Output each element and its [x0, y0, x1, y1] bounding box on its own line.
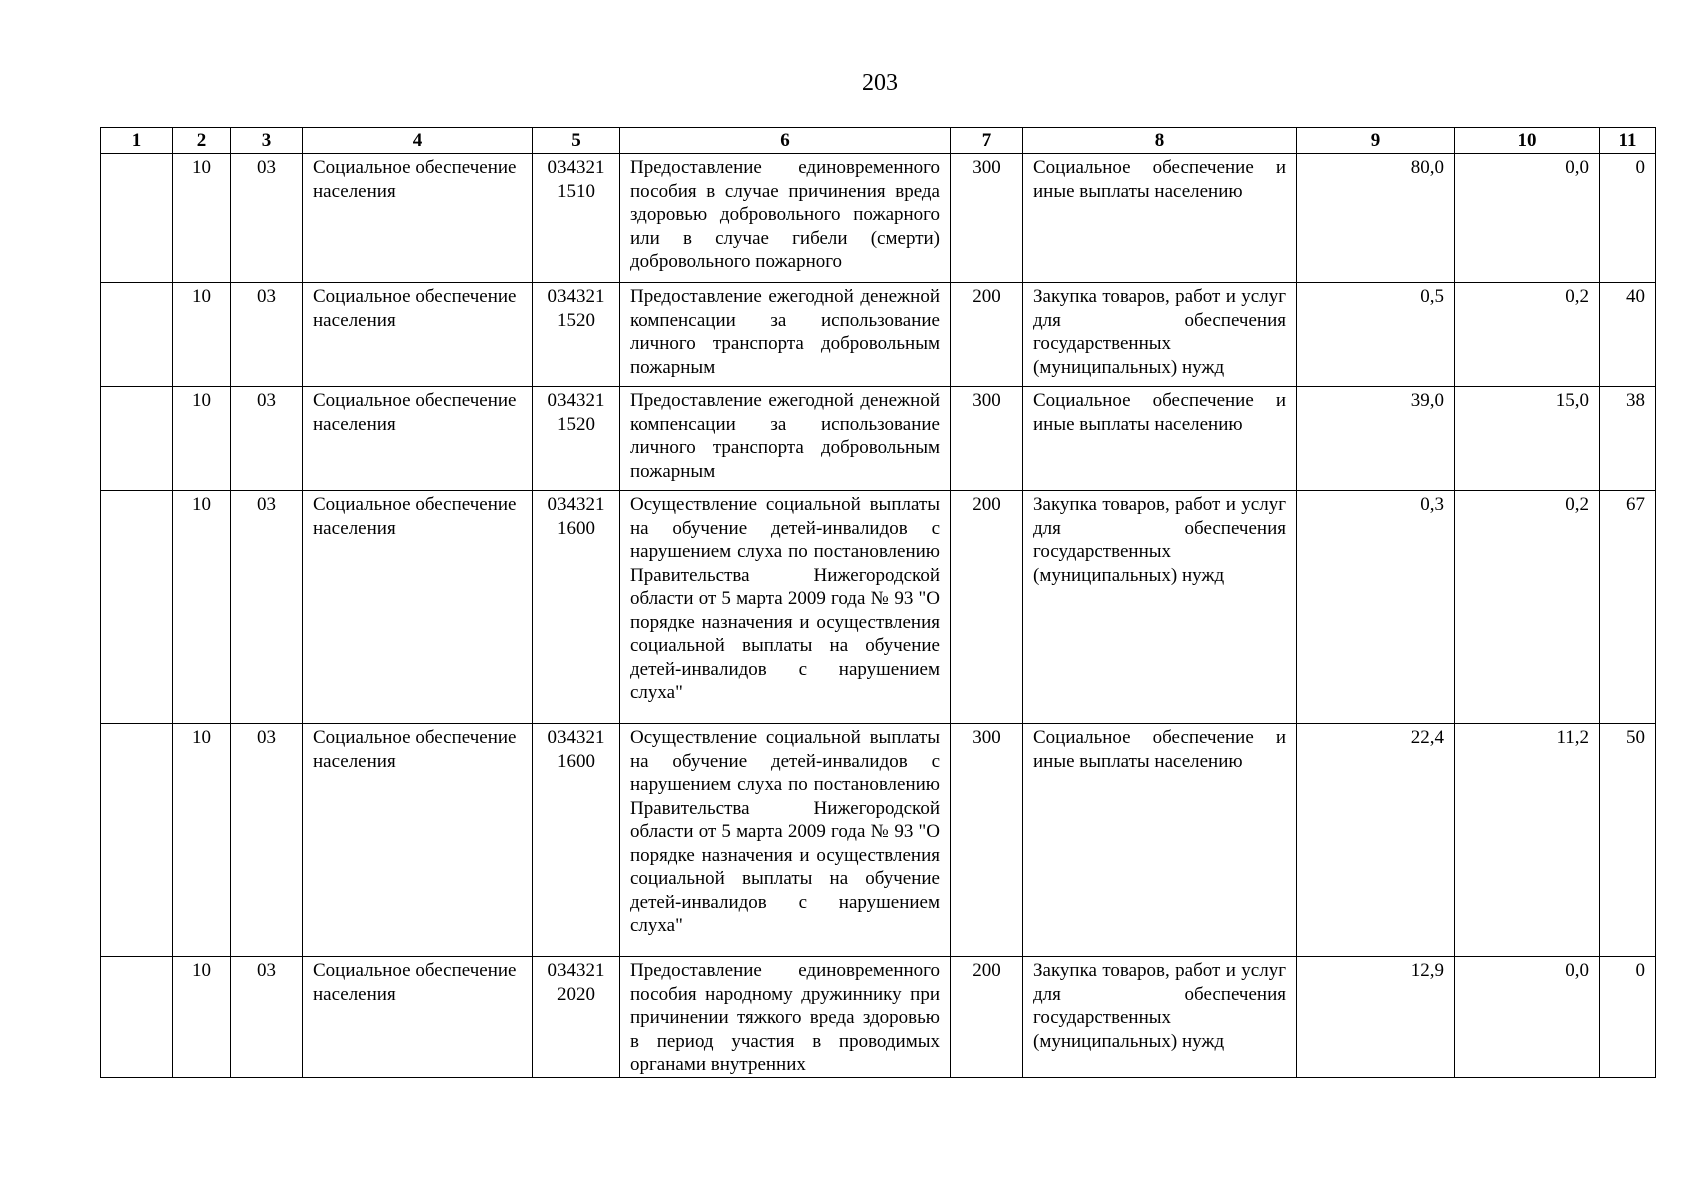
- cell-1: [101, 283, 173, 387]
- cell-percent: 0: [1600, 154, 1656, 283]
- table-row: [101, 957, 1656, 1078]
- cell-section-name: Социальное обеспечение населения: [303, 957, 533, 1078]
- cell-1: [101, 491, 173, 724]
- cell-plan: 39,0: [1297, 387, 1455, 491]
- cell-actual: 0,2: [1455, 283, 1600, 387]
- budget-table: [100, 127, 1656, 1078]
- cell-percent: 38: [1600, 387, 1656, 491]
- cell-1: [101, 957, 173, 1078]
- cell-description: Осуществление социальной выплаты на обучение детей-инвалидов с нарушением слуха по постановлению Правительства Нижегородской области от 5 марта 2009 года № 93 "О порядке назначения и осуществления социальной выплаты на обучение детей-инвалидов с нарушением слуха": [620, 724, 951, 957]
- cell-actual: 0,0: [1455, 154, 1600, 283]
- cell-subsection: 03: [231, 724, 303, 957]
- cell-description: Предоставление ежегодной денежной компенсации за использование личного транспорта добровольным пожарным: [620, 283, 951, 387]
- column-header-7: 7: [951, 128, 1023, 154]
- cell-actual: 0,2: [1455, 491, 1600, 724]
- cell-1: [101, 387, 173, 491]
- cell-section-name: Социальное обеспечение населения: [303, 283, 533, 387]
- cell-section: 10: [173, 491, 231, 724]
- page-number: 203: [862, 70, 898, 96]
- cell-percent: 0: [1600, 957, 1656, 1078]
- cell-section: 10: [173, 724, 231, 957]
- cell-subsection: 03: [231, 154, 303, 283]
- cell-target-code: 034321 1600: [533, 491, 620, 724]
- cell-expense-type-name: Закупка товаров, работ и услуг для обеспечения государственных (муниципальных) нужд: [1023, 283, 1297, 387]
- cell-plan: 22,4: [1297, 724, 1455, 957]
- cell-actual: 0,0: [1455, 957, 1600, 1078]
- cell-actual: 15,0: [1455, 387, 1600, 491]
- cell-expense-type-name: Социальное обеспечение и иные выплаты населению: [1023, 724, 1297, 957]
- cell-target-code: 034321 1520: [533, 387, 620, 491]
- cell-plan: 0,5: [1297, 283, 1455, 387]
- table-row: [101, 491, 1656, 724]
- column-header-4: 4: [303, 128, 533, 154]
- cell-plan: 12,9: [1297, 957, 1455, 1078]
- column-header-10: 10: [1455, 128, 1600, 154]
- cell-section: 10: [173, 283, 231, 387]
- table-row: [101, 283, 1656, 387]
- column-header-1: 1: [101, 128, 173, 154]
- cell-target-code: 034321 1510: [533, 154, 620, 283]
- table-row: [101, 724, 1656, 957]
- cell-section-name: Социальное обеспечение населения: [303, 724, 533, 957]
- column-header-8: 8: [1023, 128, 1297, 154]
- cell-expense-type: 200: [951, 491, 1023, 724]
- cell-actual: 11,2: [1455, 724, 1600, 957]
- cell-expense-type: 300: [951, 154, 1023, 283]
- cell-percent: 40: [1600, 283, 1656, 387]
- column-header-3: 3: [231, 128, 303, 154]
- cell-subsection: 03: [231, 957, 303, 1078]
- cell-expense-type-name: Закупка товаров, работ и услуг для обеспечения государственных (муниципальных) нужд: [1023, 957, 1297, 1078]
- cell-1: [101, 154, 173, 283]
- column-header-2: 2: [173, 128, 231, 154]
- cell-subsection: 03: [231, 387, 303, 491]
- header-row: [101, 128, 1656, 154]
- column-header-6: 6: [620, 128, 951, 154]
- cell-subsection: 03: [231, 283, 303, 387]
- cell-plan: 80,0: [1297, 154, 1455, 283]
- cell-expense-type: 200: [951, 283, 1023, 387]
- cell-expense-type-name: Социальное обеспечение и иные выплаты населению: [1023, 154, 1297, 283]
- column-header-11: 11: [1600, 128, 1656, 154]
- cell-section-name: Социальное обеспечение населения: [303, 154, 533, 283]
- cell-expense-type: 300: [951, 387, 1023, 491]
- cell-plan: 0,3: [1297, 491, 1455, 724]
- cell-subsection: 03: [231, 491, 303, 724]
- cell-section-name: Социальное обеспечение населения: [303, 491, 533, 724]
- cell-percent: 50: [1600, 724, 1656, 957]
- cell-target-code: 034321 1520: [533, 283, 620, 387]
- column-header-9: 9: [1297, 128, 1455, 154]
- column-header-5: 5: [533, 128, 620, 154]
- cell-expense-type: 300: [951, 724, 1023, 957]
- cell-1: [101, 724, 173, 957]
- cell-expense-type: 200: [951, 957, 1023, 1078]
- cell-target-code: 034321 1600: [533, 724, 620, 957]
- cell-description: Предоставление единовременного пособия в случае причинения вреда здоровью добровольного пожарного или в случае гибели (смерти) добровольного пожарного: [620, 154, 951, 283]
- cell-description: Предоставление ежегодной денежной компенсации за использование личного транспорта добровольным пожарным: [620, 387, 951, 491]
- cell-percent: 67: [1600, 491, 1656, 724]
- cell-expense-type-name: Закупка товаров, работ и услуг для обеспечения государственных (муниципальных) нужд: [1023, 491, 1297, 724]
- cell-target-code: 034321 2020: [533, 957, 620, 1078]
- table-row: [101, 387, 1656, 491]
- cell-description: Осуществление социальной выплаты на обучение детей-инвалидов с нарушением слуха по постановлению Правительства Нижегородской области от 5 марта 2009 года № 93 "О порядке назначения и осуществления социальной выплаты на обучение детей-инвалидов с нарушением слуха": [620, 491, 951, 724]
- cell-expense-type-name: Социальное обеспечение и иные выплаты населению: [1023, 387, 1297, 491]
- cell-section: 10: [173, 957, 231, 1078]
- cell-description: Предоставление единовременного пособия народному дружиннику при причинении тяжкого вреда здоровью в период участия в проводимых органами внутренних: [620, 957, 951, 1078]
- cell-section: 10: [173, 154, 231, 283]
- cell-section-name: Социальное обеспечение населения: [303, 387, 533, 491]
- cell-section: 10: [173, 387, 231, 491]
- table-row: [101, 154, 1656, 283]
